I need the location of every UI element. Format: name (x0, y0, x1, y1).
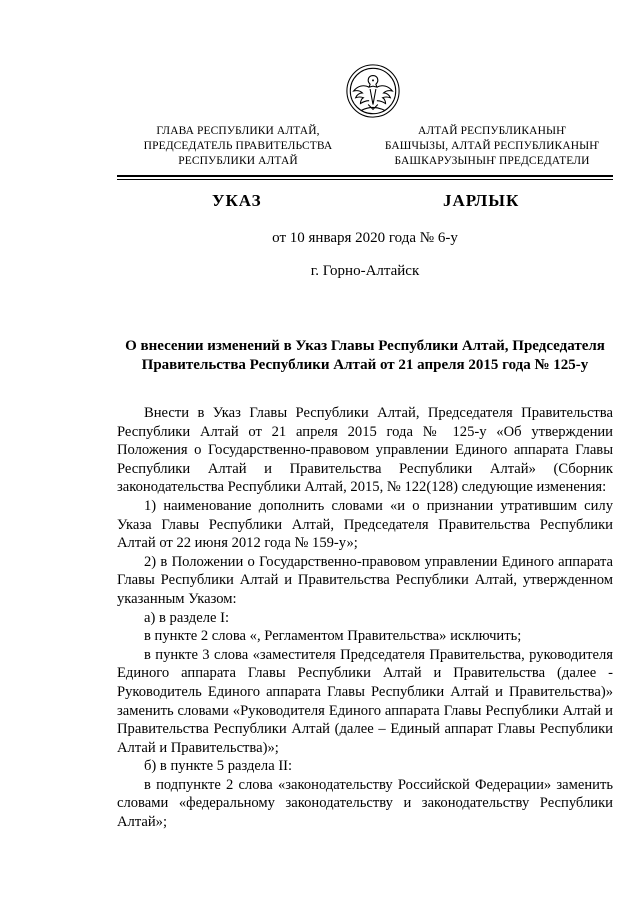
body-paragraph: в пункте 2 слова «, Регламентом Правительства» исключить; (144, 628, 522, 645)
body-paragraph: б) в пункте 5 раздела II: (144, 758, 293, 775)
body-paragraph: Внести в Указ Главы Республики Алтай, Председателя Правительства Республики Алтай от 21 апреля 2015 года № 125-у «Об утверждении Положения о Государственно-правовом управлении Единого аппарата Главы Республики Алтай и Правительства Республики Алтай» (Сборник законодательства Республики Алтай, 2015, № 122(128) следующие изменения: (117, 405, 613, 496)
issuer-name-altai (372, 124, 612, 169)
eagle-coat-of-arms-icon (344, 62, 402, 120)
body-paragraph: 1) наименование дополнить словами «и о признании утратившим силу Указа Главы Республики Алтай, Председателя Правительства Республики Алтай от 22 июня 2012 года № 159-у»; (117, 497, 613, 552)
issuer-line: АЛТАЙ РЕСПУБЛИКАНЫҤ (418, 125, 566, 137)
body-paragraph: в пункте 3 слова «заместителя Председателя Правительства, руководителя Единого аппарата Главы Республики Алтай и Правительства (далее - Руководитель Единого аппарата Главы Республики Алтай и Правительства)» заменить словами «Руководителя Единого аппарата Главы Республики Алтай и Правительства Республики Алтай (далее – Единый аппарат Главы Республики Алтай и Правительства)»; (117, 646, 613, 756)
document-city: г. Горно-Алтайск (310, 263, 420, 279)
subject-line: Правительства Республики Алтай от 21 апреля 2015 года № 125-у (141, 357, 589, 373)
issuer-line: ГЛАВА РЕСПУБЛИКИ АЛТАЙ, (156, 125, 320, 137)
header-divider-thin (117, 179, 613, 180)
issuer-line: РЕСПУБЛИКИ АЛТАЙ (178, 155, 298, 167)
document-subject (117, 337, 613, 375)
body-paragraph: в подпункте 2 слова «законодательству Российской Федерации» заменить словами «федеральному законодательству и законодательству Республики Алтай»; (117, 776, 613, 831)
document-body (117, 404, 613, 832)
issuer-line: БАШЧЫЗЫ, АЛТАЙ РЕСПУБЛИКАНЫҤ (384, 140, 600, 152)
document-date-number: от 10 января 2020 года № 6-у (272, 230, 458, 246)
body-paragraph: а) в разделе I: (144, 609, 230, 626)
body-paragraph: 2) в Положении о Государственно-правовом управлении Единого аппарата Главы Республики Алтай и Правительства Республики Алтай, утвержденном указанным Указом: (117, 553, 613, 607)
issuer-line: ПРЕДСЕДАТЕЛЬ ПРАВИТЕЛЬСТВА (143, 140, 333, 152)
subject-line: О внесении изменений в Указ Главы Республики Алтай, Председателя (125, 338, 605, 354)
issuer-line: БАШКАРУЗЫНЫҤ ПРЕДСЕДАТЕЛИ (394, 155, 590, 167)
document-type-altai: ЈАРЛЫК (443, 191, 520, 210)
issuer-name-russian (128, 124, 348, 169)
document-type-russian: УКАЗ (212, 191, 262, 210)
header-divider-thick (117, 175, 613, 177)
